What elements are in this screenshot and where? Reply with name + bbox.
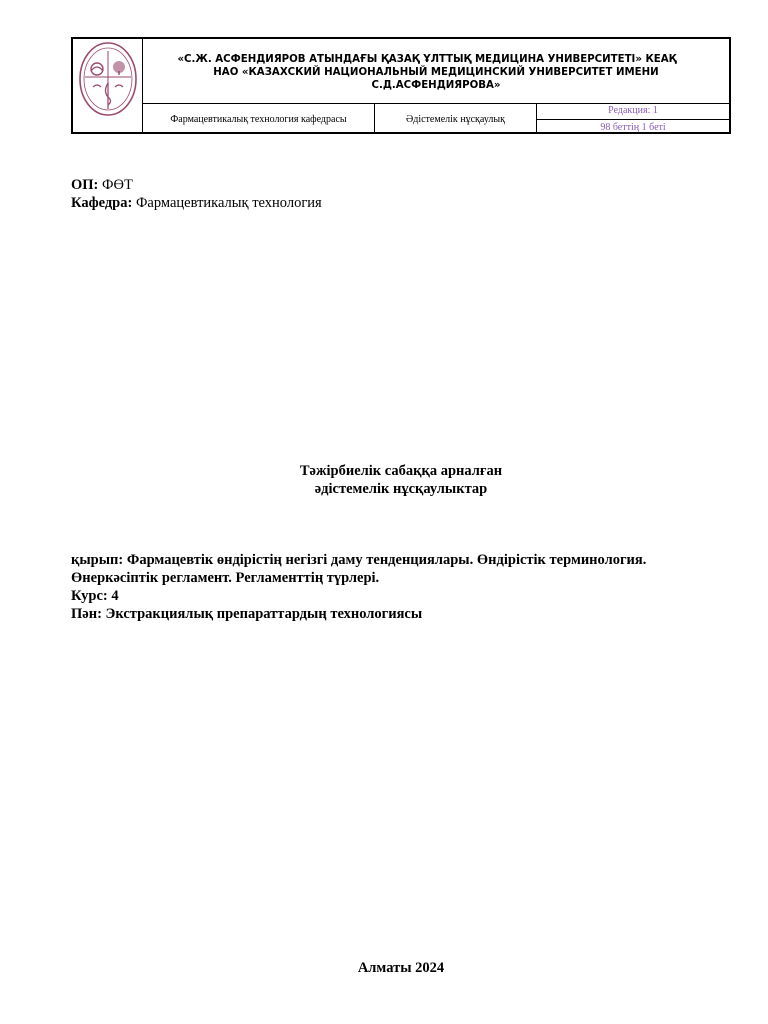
- title-line-1: «С.Ж. АСФЕНДИЯРОВ АТЫНДАҒЫ ҚАЗАҚ ҰЛТТЫҚ МЕДИЦИНА УНИВЕРСИТЕТІ» КЕАҚ: [177, 54, 677, 65]
- header-info-row: [143, 104, 729, 132]
- op-line: [71, 176, 322, 194]
- department-line: [71, 194, 322, 212]
- topic-line-2: Өнеркәсіптік регламент. Регламенттің түрлері.: [71, 570, 380, 586]
- department-label: Кафедра:: [71, 195, 133, 211]
- document-header-table: [71, 37, 731, 134]
- topic-line-1: қырып: Фармацевтік өндірістің негізгі даму тенденциялары. Өндірістік терминология.: [71, 552, 647, 568]
- meta-cell: [537, 104, 729, 132]
- university-title: [143, 39, 729, 104]
- document-type-cell: Әдістемелік нұсқаулық: [375, 104, 537, 132]
- document-title-line-1: Тәжірбиелік сабаққа арналған: [299, 463, 503, 479]
- subject-line: Пән: Экстракциялық препараттардың технологиясы: [71, 606, 423, 622]
- topic-block: [71, 551, 731, 623]
- page-info-label: 98 беттің 1 беті: [600, 122, 666, 133]
- course-line: Курс: 4: [71, 588, 119, 604]
- title-line-3: С.Д.АСФЕНДИЯРОВА»: [371, 80, 501, 91]
- edition-label: Редакция: 1: [537, 104, 729, 120]
- department-value: Фармацевтикалық технология: [132, 195, 322, 211]
- document-title: [0, 462, 768, 498]
- program-info: [71, 176, 322, 212]
- op-label: ОП:: [71, 177, 99, 193]
- title-line-2: НАО «КАЗАХСКИЙ НАЦИОНАЛЬНЫЙ МЕДИЦИНСКИЙ УНИВЕРСИТЕТ ИМЕНИ: [213, 67, 659, 78]
- op-value: ФӨТ: [98, 177, 133, 193]
- department-cell: Фармацевтикалық технология кафедрасы: [143, 104, 375, 132]
- city-year: Алматы 2024: [357, 960, 445, 976]
- document-title-line-2: әдістемелік нұсқаулыктар: [314, 481, 488, 497]
